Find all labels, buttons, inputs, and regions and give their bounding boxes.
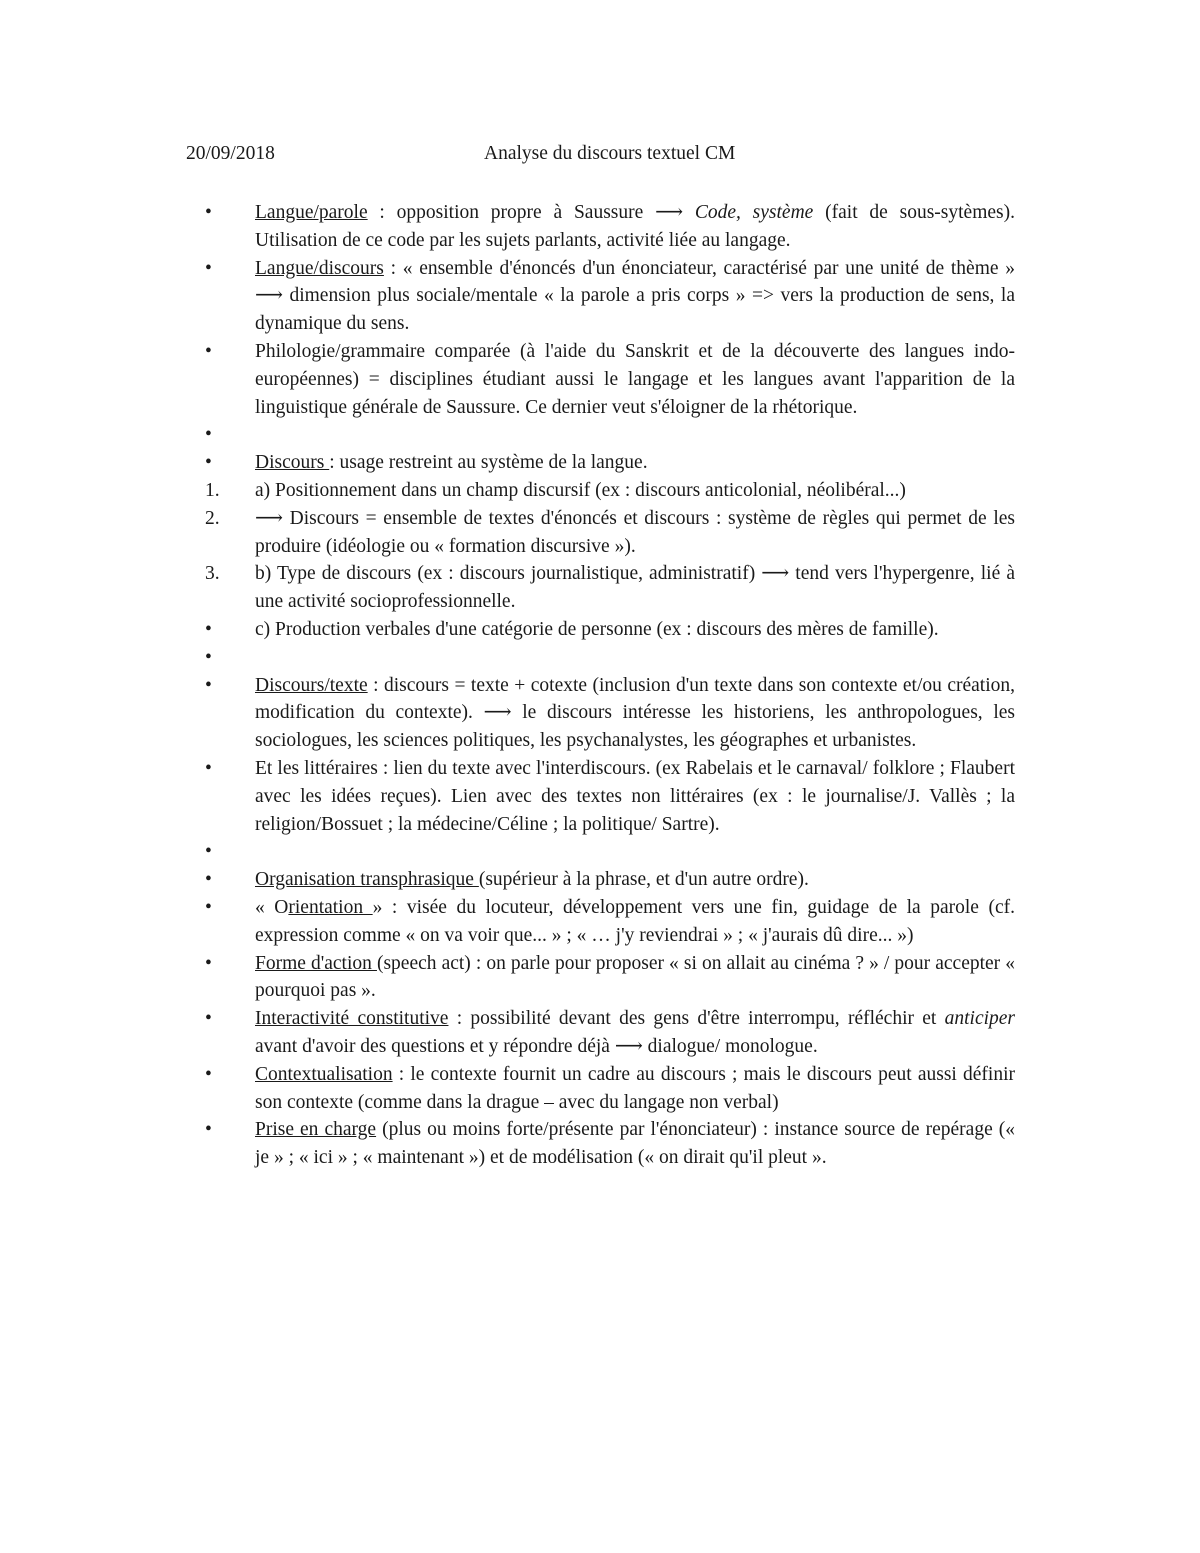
bullet-marker: •	[205, 869, 212, 891]
item-text: : le contexte fournit un cadre au discours ; mais le discours peut aussi définir son contexte (comme dans la drague – avec du langage non verbal)	[255, 1063, 1015, 1113]
bullet-marker: •	[205, 674, 212, 696]
list-item	[0, 894, 1015, 950]
item-text: : usage restreint au système de la langue.	[329, 452, 648, 474]
notes-list	[0, 199, 1200, 1172]
list-item	[0, 338, 1015, 421]
bullet-marker: •	[205, 1008, 212, 1030]
term: Discours	[255, 452, 330, 474]
bullet-marker: •	[205, 1063, 212, 1085]
list-item	[0, 616, 1015, 644]
bullet-marker: •	[205, 757, 212, 779]
term: Contextualisation	[255, 1063, 393, 1085]
list-item	[0, 505, 1015, 561]
bullet-marker: •	[205, 618, 212, 640]
list-item	[0, 866, 1015, 894]
list-item	[0, 449, 1015, 477]
item-text: : opposition propre à Saussure ⟶	[367, 202, 695, 223]
term: Discours/texte	[255, 674, 368, 696]
header-date: 20/09/2018	[186, 143, 275, 164]
number-marker: 1.	[205, 479, 220, 501]
list-item	[0, 199, 1015, 255]
list-item	[0, 421, 1015, 449]
list-item	[0, 644, 1015, 672]
bullet-marker: •	[205, 424, 212, 446]
list-item	[0, 560, 1015, 616]
bullet-marker: •	[205, 340, 212, 362]
item-text: : possibilité devant des gens d'être interrompu, réfléchir et	[448, 1008, 945, 1030]
term: Langue/parole	[255, 202, 368, 223]
item-text: : discours = texte + cotexte (inclusion d'un texte dans son contexte et/ou création, modification du contexte). ⟶ le discours intéresse les historiens, les anthropologues, les sociologues, les sciences politiques, les psychanalystes, les géographes et urbanistes.	[255, 674, 1015, 752]
term: Organisation transphrasique	[255, 869, 479, 891]
bullet-marker: •	[205, 896, 212, 918]
list-item	[0, 255, 1015, 338]
bullet-marker: •	[205, 202, 212, 223]
item-text: b) Type de discours (ex : discours journalistique, administratif) ⟶ tend vers l'hypergenre, lié à une activité socioprofessionnelle.	[255, 563, 1015, 613]
item-text: « O	[255, 896, 289, 918]
list-item	[0, 477, 1015, 505]
list-item	[0, 1061, 1015, 1117]
item-text: (plus ou moins forte/présente par l'énonciateur) : instance source de repérage (« je » ; « ici » ; « maintenant ») et de modélisation (« on dirait qu'il pleut ».	[255, 1119, 1015, 1169]
list-item	[0, 672, 1015, 755]
item-text: : « ensemble d'énoncés d'un énonciateur, caractérisé par une unité de thème » ⟶ dimension plus sociale/mentale « la parole a pris corps » => vers la production de sens, la dynamique du sens.	[255, 257, 1015, 335]
item-text: c) Production verbales d'une catégorie de personne (ex : discours des mères de famille).	[255, 618, 939, 640]
item-text: avant d'avoir des questions et y répondre déjà ⟶ dialogue/ monologue.	[255, 1035, 818, 1057]
term: Langue/discours	[255, 257, 384, 279]
item-text: (supérieur à la phrase, et d'un autre ordre).	[478, 869, 809, 891]
number-marker: 3.	[205, 563, 220, 585]
list-item	[0, 950, 1015, 1006]
item-text: Philologie/grammaire comparée (à l'aide du Sanskrit et de la découverte des langues indo-européennes) = disciplines étudiant aussi le langage et les langues avant l'apparition de la linguistique générale de Saussure. Ce dernier veut s'éloigner de la rhétorique.	[255, 340, 1015, 418]
list-item	[0, 1005, 1015, 1061]
term: Interactivité constitutive	[255, 1008, 449, 1030]
italic-text: anticiper	[944, 1008, 1016, 1030]
term: Forme d'action	[255, 952, 377, 974]
item-text: a) Positionnement dans un champ discursif (ex : discours anticolonial, néolibéral...)	[255, 479, 906, 501]
bullet-marker: •	[205, 452, 212, 474]
bullet-marker: •	[205, 646, 212, 668]
bullet-marker: •	[205, 841, 212, 863]
item-text: (speech act) : on parle pour proposer « si on allait au cinéma ? » / pour accepter « pourquoi pas ».	[255, 952, 1015, 1002]
item-text: ⟶ Discours = ensemble de textes d'énoncés et discours : système de règles qui permet de les produire (idéologie ou « formation discursive »).	[255, 507, 1015, 557]
item-text: Et les littéraires : lien du texte avec l'interdiscours. (ex Rabelais et le carnaval/ folklore ; Flaubert avec les idées reçues). Lien avec des textes non littéraires (ex : le journalise/J. Vallès ; la religion/Bossuet ; la médecine/Céline ; la politique/ Sartre).	[255, 757, 1015, 835]
bullet-marker: •	[205, 1119, 212, 1141]
bullet-marker: •	[205, 952, 212, 974]
bullet-marker: •	[205, 257, 212, 279]
list-item	[0, 755, 1015, 838]
header-title: Analyse du discours textuel CM	[484, 143, 736, 164]
list-item	[0, 838, 1015, 866]
number-marker: 2.	[205, 507, 220, 529]
list-item	[0, 1116, 1015, 1172]
term: Prise en charge	[255, 1119, 377, 1141]
term: rientation	[288, 896, 373, 918]
item-text: (fait de sous-sytèmes). Utilisation de ce code par les sujets parlants, activité liée au langage.	[255, 202, 1015, 251]
italic-text: Code, système	[694, 202, 814, 223]
item-text: » : visée du locuteur, développement vers une fin, guidage de la parole (cf. expression comme « on va voir que... » ; « … j'y reviendrai » ; « j'aurais dû dire... »)	[255, 896, 1015, 946]
